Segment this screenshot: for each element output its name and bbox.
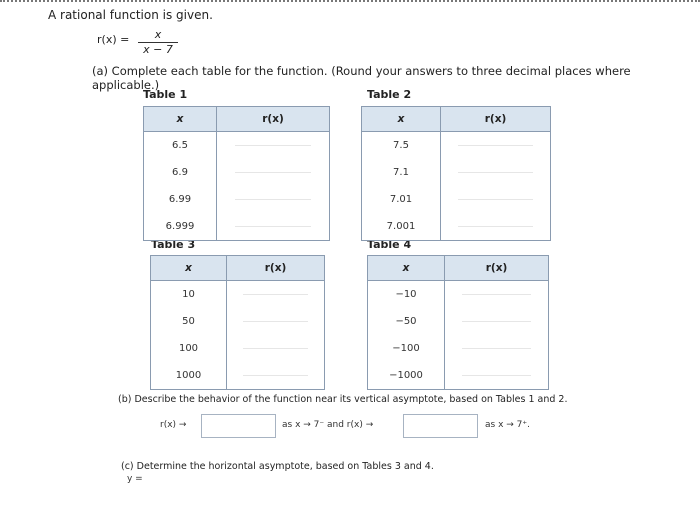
part-b-right-suffix: as x → 7⁺. bbox=[485, 420, 530, 430]
x-column-header: x bbox=[144, 107, 217, 132]
x-value-cell: −1000 bbox=[368, 362, 445, 390]
x-value-cell: 6.5 bbox=[144, 132, 217, 160]
x-column-header: x bbox=[362, 107, 441, 132]
top-divider bbox=[0, 0, 700, 6]
answer-line bbox=[243, 321, 308, 322]
r-answer-cell[interactable] bbox=[227, 362, 325, 390]
right-limit-input[interactable] bbox=[403, 414, 478, 438]
x-column-header: x bbox=[151, 256, 227, 281]
r-answer-cell[interactable] bbox=[441, 213, 551, 241]
x-value-cell: 10 bbox=[151, 281, 227, 309]
r-column-header: r(x) bbox=[441, 107, 551, 132]
table-row bbox=[151, 335, 325, 362]
table-row bbox=[144, 132, 330, 160]
r-column-header: r(x) bbox=[227, 256, 325, 281]
table-3 bbox=[150, 255, 325, 390]
x-value-cell: 6.99 bbox=[144, 186, 217, 213]
table-row bbox=[362, 132, 551, 160]
x-value-cell: 1000 bbox=[151, 362, 227, 390]
table-2-title: Table 2 bbox=[367, 88, 412, 101]
answer-line bbox=[235, 199, 312, 200]
x-value-cell: 7.001 bbox=[362, 213, 441, 241]
table-row bbox=[151, 362, 325, 390]
answer-line bbox=[243, 294, 308, 295]
answer-line bbox=[235, 226, 312, 227]
table-row bbox=[144, 186, 330, 213]
x-value-cell: −50 bbox=[368, 308, 445, 335]
x-value-cell: −10 bbox=[368, 281, 445, 309]
table-row bbox=[362, 159, 551, 186]
answer-line bbox=[458, 172, 532, 173]
answer-line bbox=[462, 348, 532, 349]
x-value-cell: 50 bbox=[151, 308, 227, 335]
table-row bbox=[144, 159, 330, 186]
answer-line bbox=[458, 145, 532, 146]
x-value-cell: 6.999 bbox=[144, 213, 217, 241]
r-answer-cell[interactable] bbox=[227, 281, 325, 309]
answer-line bbox=[235, 145, 312, 146]
answer-line bbox=[243, 348, 308, 349]
r-answer-cell[interactable] bbox=[445, 281, 549, 309]
table-row bbox=[368, 335, 549, 362]
table-1-title: Table 1 bbox=[143, 88, 188, 101]
r-answer-cell[interactable] bbox=[227, 308, 325, 335]
answer-line bbox=[462, 294, 532, 295]
answer-line bbox=[235, 172, 312, 173]
x-value-cell: 6.9 bbox=[144, 159, 217, 186]
horizontal-asymptote-label: y = bbox=[127, 474, 143, 484]
r-answer-cell[interactable] bbox=[445, 362, 549, 390]
r-answer-cell[interactable] bbox=[441, 132, 551, 160]
table-row bbox=[362, 186, 551, 213]
r-answer-cell[interactable] bbox=[227, 335, 325, 362]
part-b-instructions: (b) Describe the behavior of the function near its vertical asymptote, based on Tables 1 and 2. bbox=[118, 394, 568, 405]
fraction-denominator: x − 7 bbox=[143, 43, 173, 56]
r-answer-cell[interactable] bbox=[217, 213, 330, 241]
function-lhs: r(x) = bbox=[97, 33, 130, 46]
answer-line bbox=[458, 226, 532, 227]
r-column-header: r(x) bbox=[445, 256, 549, 281]
table-4-title: Table 4 bbox=[367, 238, 412, 251]
function-fraction bbox=[138, 29, 178, 56]
answer-line bbox=[462, 375, 532, 376]
x-column-header: x bbox=[368, 256, 445, 281]
r-answer-cell[interactable] bbox=[441, 159, 551, 186]
part-c-instructions: (c) Determine the horizontal asymptote, based on Tables 3 and 4. bbox=[121, 461, 434, 472]
left-limit-input[interactable] bbox=[201, 414, 276, 438]
part-a-instructions: (a) Complete each table for the function. (Round your answers to three decimal places where applicable.) bbox=[92, 64, 631, 92]
x-value-cell: 100 bbox=[151, 335, 227, 362]
x-value-cell: −100 bbox=[368, 335, 445, 362]
table-row bbox=[368, 362, 549, 390]
table-row bbox=[151, 308, 325, 335]
table-3-title: Table 3 bbox=[151, 238, 196, 251]
answer-line bbox=[458, 199, 532, 200]
x-value-cell: 7.1 bbox=[362, 159, 441, 186]
r-column-header: r(x) bbox=[217, 107, 330, 132]
r-answer-cell[interactable] bbox=[441, 186, 551, 213]
table-1 bbox=[143, 106, 330, 241]
table-row bbox=[368, 281, 549, 309]
table-row bbox=[144, 213, 330, 241]
r-answer-cell[interactable] bbox=[217, 132, 330, 160]
part-b-left-prefix: r(x) → bbox=[160, 420, 187, 430]
table-row bbox=[362, 213, 551, 241]
table-row bbox=[151, 281, 325, 309]
intro-text: A rational function is given. bbox=[48, 8, 213, 22]
answer-line bbox=[462, 321, 532, 322]
x-value-cell: 7.01 bbox=[362, 186, 441, 213]
fraction-numerator: x bbox=[154, 28, 162, 41]
r-answer-cell[interactable] bbox=[217, 159, 330, 186]
answer-line bbox=[243, 375, 308, 376]
part-b-middle-text: as x → 7⁻ and r(x) → bbox=[282, 420, 374, 430]
table-row bbox=[368, 308, 549, 335]
x-value-cell: 7.5 bbox=[362, 132, 441, 160]
table-4 bbox=[367, 255, 549, 390]
r-answer-cell[interactable] bbox=[445, 335, 549, 362]
r-answer-cell[interactable] bbox=[217, 186, 330, 213]
table-2 bbox=[361, 106, 551, 241]
r-answer-cell[interactable] bbox=[445, 308, 549, 335]
